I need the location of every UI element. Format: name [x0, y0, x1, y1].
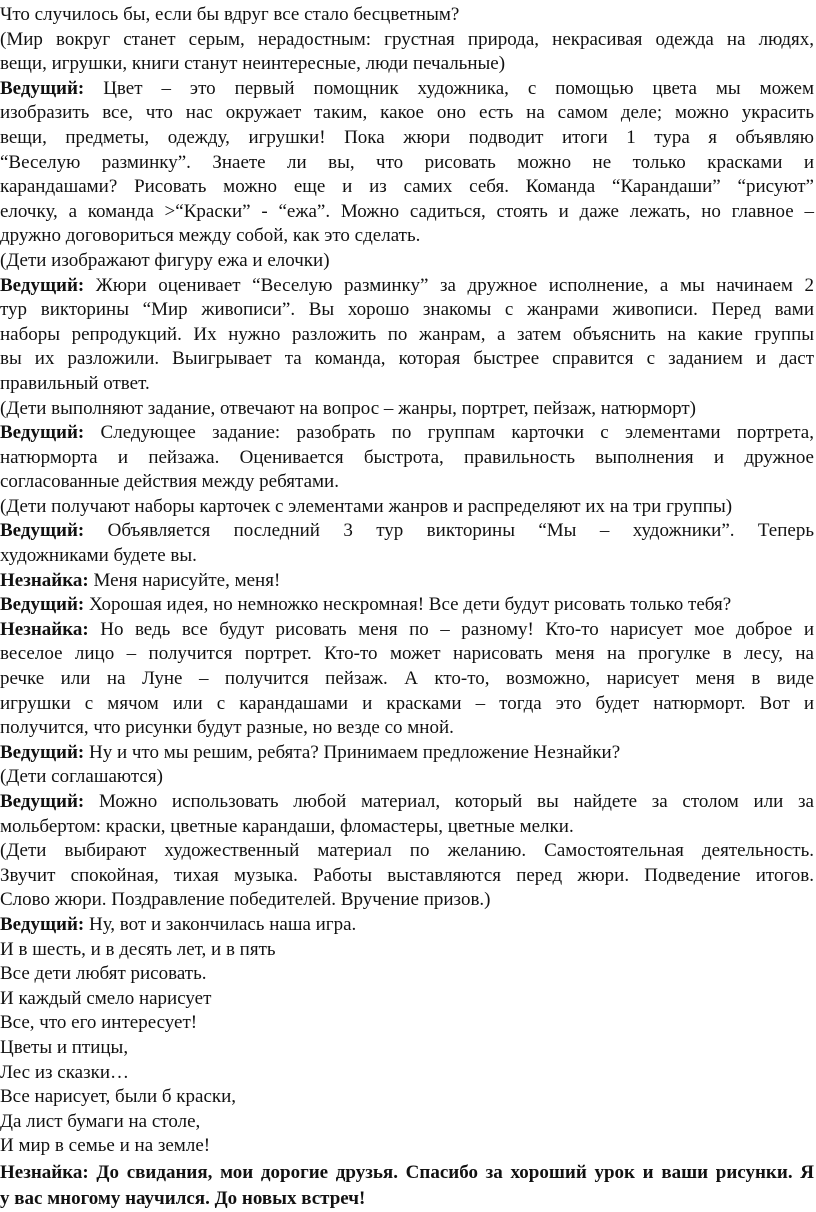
speaker-name: Ведущий: — [0, 77, 85, 99]
speaker-name: Ведущий: — [0, 791, 85, 812]
dialogue-paragraph — [0, 618, 814, 741]
line-text: (Мир вокруг станет серым, нерадостным: грустная природа, некрасивая одежда на людях, — [0, 28, 814, 50]
text-line — [0, 470, 814, 495]
stage-direction — [0, 397, 814, 422]
speaker-name: Незнайка: — [0, 569, 89, 591]
line-text: изобразить все, что нас окружает таким, какое оно есть на самом деле; можно украсить — [0, 102, 814, 124]
text-line — [0, 544, 814, 569]
line-text: вы их разложили. Выигрывает та команда, которая быстрее справится с заданием и даст — [0, 348, 814, 370]
text-line — [0, 569, 814, 594]
text-line — [0, 323, 814, 348]
text-line — [0, 151, 814, 176]
poem-line: Лес из сказки… — [0, 1061, 129, 1083]
text-line — [0, 347, 814, 372]
text-line — [0, 249, 814, 274]
text-line — [0, 421, 814, 446]
line-text: вещи, игрушки, книги станут неинтересные, люди печальные) — [0, 53, 506, 75]
text-line — [0, 519, 814, 544]
dialogue-paragraph — [0, 569, 814, 594]
line-text: у вас многому научился. До новых встреч! — [0, 1187, 366, 1209]
poem-line: И в шесть, и в десять лет, и в пять — [0, 938, 276, 960]
line-text: “Веселую разминку”. Знаете ли вы, что рисовать можно не только красками и — [0, 151, 814, 173]
poem-line: Все, что его интересует! — [0, 1012, 198, 1034]
line-text: дружно договориться между собой, как это сделать. — [0, 225, 421, 247]
dialogue-paragraph — [0, 913, 814, 938]
poem-line: Да лист бумаги на столе, — [0, 1110, 201, 1132]
text-line — [0, 888, 814, 913]
text-line — [0, 864, 814, 889]
line-text: тур викторины “Мир живописи”. Вы хорошо знакомы с жанрами живописи. Перед вами — [0, 299, 814, 321]
text-line — [0, 741, 814, 766]
poem-line: Цветы и птицы, — [0, 1036, 129, 1058]
text-line — [0, 126, 814, 151]
text-line — [0, 815, 814, 840]
line-text: (Дети изображают фигуру ежа и елочки) — [0, 249, 330, 271]
line-text: Что случилось бы, если бы вдруг все стало бесцветным? — [0, 4, 460, 25]
text-line — [0, 1134, 814, 1159]
speaker-name: Ведущий: — [0, 741, 85, 763]
poem-line: Все нарисует, были б краски, — [0, 1086, 237, 1108]
line-text: получится, что рисунки будут разные, но везде со мной. — [0, 717, 454, 739]
line-text: натюрморта и пейзажа. Оценивается быстрота, правильность выполнения и дружное — [0, 446, 814, 468]
line-text: карандашами? Рисовать можно еще и из самих себя. Команда “Карандаши” “рисуют” — [0, 176, 814, 198]
text-line — [0, 397, 814, 422]
text-line — [0, 839, 814, 864]
line-text: Следующее задание: разобрать по группам карточки с элементами портрета, — [84, 422, 814, 444]
text-line — [0, 298, 814, 323]
line-text: (Дети получают наборы карточек с элементами жанров и распределяют их на три группы) — [0, 495, 733, 517]
dialogue-paragraph — [0, 274, 814, 397]
text-line — [0, 938, 814, 963]
text-line — [0, 495, 814, 520]
speaker-name: Ведущий: — [0, 274, 85, 296]
line-text: наборы репродукций. Их нужно разложить по жанрам, а затем объяснить на какие группы — [0, 323, 814, 345]
line-text: Меня нарисуйте, меня! — [88, 569, 281, 591]
line-text: (Дети соглашаются) — [0, 766, 163, 788]
text-line — [0, 372, 814, 397]
text-line — [0, 1061, 814, 1086]
text-line — [0, 790, 814, 815]
text-line — [0, 667, 814, 692]
text-line — [0, 1160, 814, 1186]
text-line — [0, 765, 814, 790]
text-line — [0, 987, 814, 1012]
text-line — [0, 618, 814, 643]
line-text: елочку, а команда >“Краски” - “ежа”. Можно садиться, стоять и даже лежать, но главное – — [0, 200, 814, 222]
line-text: веселое лицо – получится портрет. Кто-то может нарисовать меня на прогулке в лесу, на — [0, 643, 814, 665]
speaker-name: Ведущий: — [0, 913, 85, 935]
line-text: Можно использовать любой материал, который вы найдете за столом или за — [84, 791, 814, 812]
poem-line: И мир в семье и на земле! — [0, 1135, 211, 1157]
line-text: Хорошая идея, но немножко нескромная! Все дети будут рисовать только тебя? — [84, 594, 732, 616]
line-text: Звучит спокойная, тихая музыка. Работы выставляются перед жюри. Подведение итогов. — [0, 864, 814, 886]
text-line — [0, 962, 814, 987]
dialogue-paragraph — [0, 790, 814, 839]
line-text: Ну и что мы решим, ребята? Принимаем предложение Незнайки? — [84, 741, 621, 763]
closing-poem — [0, 938, 814, 1159]
text-line — [0, 642, 814, 667]
text-line — [0, 692, 814, 717]
text-line — [0, 1011, 814, 1036]
line-text: Объявляется последний 3 тур викторины “Мы – художники”. Теперь — [84, 520, 814, 542]
stage-direction — [0, 839, 814, 913]
dialogue-paragraph — [0, 519, 814, 568]
dialogue-paragraph — [0, 77, 814, 249]
line-text: мольбертом: краски, цветные карандаши, фломастеры, цветные мелки. — [0, 815, 574, 837]
line-text: (Дети выполняют задание, отвечают на вопрос – жанры, портрет, пейзаж, натюрморт) — [0, 397, 696, 419]
text-line — [0, 28, 814, 53]
line-text: Слово жюри. Поздравление победителей. Вручение призов.) — [0, 889, 491, 911]
text-line — [0, 77, 814, 102]
line-text: До свидания, мои дорогие друзья. Спасибо за хороший урок и ваши рисунки. Я — [88, 1161, 814, 1183]
text-line — [0, 1085, 814, 1110]
line-text: игрушки с мячом или с карандашами и красками – тогда это будет натюрморт. Вот и — [0, 692, 814, 714]
text-line — [0, 1186, 814, 1212]
line-text: вещи, предметы, одежду, игрушки! Пока жюри подводит итоги 1 тура я объявляю — [0, 126, 814, 148]
text-line — [0, 913, 814, 938]
line-text: художниками будете вы. — [0, 545, 197, 567]
text-line — [0, 101, 814, 126]
document-body — [0, 3, 814, 938]
text-line — [0, 446, 814, 471]
speaker-name: Незнайка: — [0, 1161, 89, 1183]
poem-line: Все дети любят рисовать. — [0, 963, 207, 985]
text-line — [0, 716, 814, 741]
poem-line: И каждый смело нарисует — [0, 987, 212, 1009]
text-line — [0, 274, 814, 299]
line-text: правильный ответ. — [0, 372, 150, 394]
text-line — [0, 52, 814, 77]
speaker-name: Ведущий: — [0, 520, 85, 542]
line-text: Ну, вот и закончилась наша игра. — [84, 913, 357, 935]
text-line — [0, 224, 814, 249]
stage-direction — [0, 28, 814, 77]
text-line — [0, 1036, 814, 1061]
stage-direction — [0, 495, 814, 520]
line-text: (Дети выбирают художественный материал по желанию. Самостоятельная деятельность. — [0, 840, 814, 862]
line-text: речке или на Луне – получится пейзаж. А кто-то, возможно, нарисует меня в виде — [0, 668, 814, 690]
dialogue-paragraph — [0, 421, 814, 495]
speaker-name: Ведущий: — [0, 422, 85, 444]
dialogue-paragraph — [0, 741, 814, 766]
line-text: Цвет – это первый помощник художника, с помощью цвета мы можем — [84, 77, 814, 99]
stage-direction — [0, 765, 814, 790]
dialogue-paragraph — [0, 593, 814, 618]
stage-direction — [0, 249, 814, 274]
text-line — [0, 175, 814, 200]
speaker-name: Ведущий: — [0, 594, 85, 616]
line-text: Жюри оценивает “Веселую разминку” за дружное исполнение, а мы начинаем 2 — [84, 274, 814, 296]
speaker-name: Незнайка: — [0, 618, 89, 640]
text-line — [0, 3, 814, 28]
line-text: согласованные действия между ребятами. — [0, 471, 339, 493]
closing-remark — [0, 1160, 814, 1212]
line-text: Но ведь все будут рисовать меня по – разному! Кто-то нарисует мое доброе и — [88, 618, 814, 640]
text-line — [0, 200, 814, 225]
text-line — [0, 1110, 814, 1135]
text-line — [0, 593, 814, 618]
stage-direction — [0, 3, 814, 28]
